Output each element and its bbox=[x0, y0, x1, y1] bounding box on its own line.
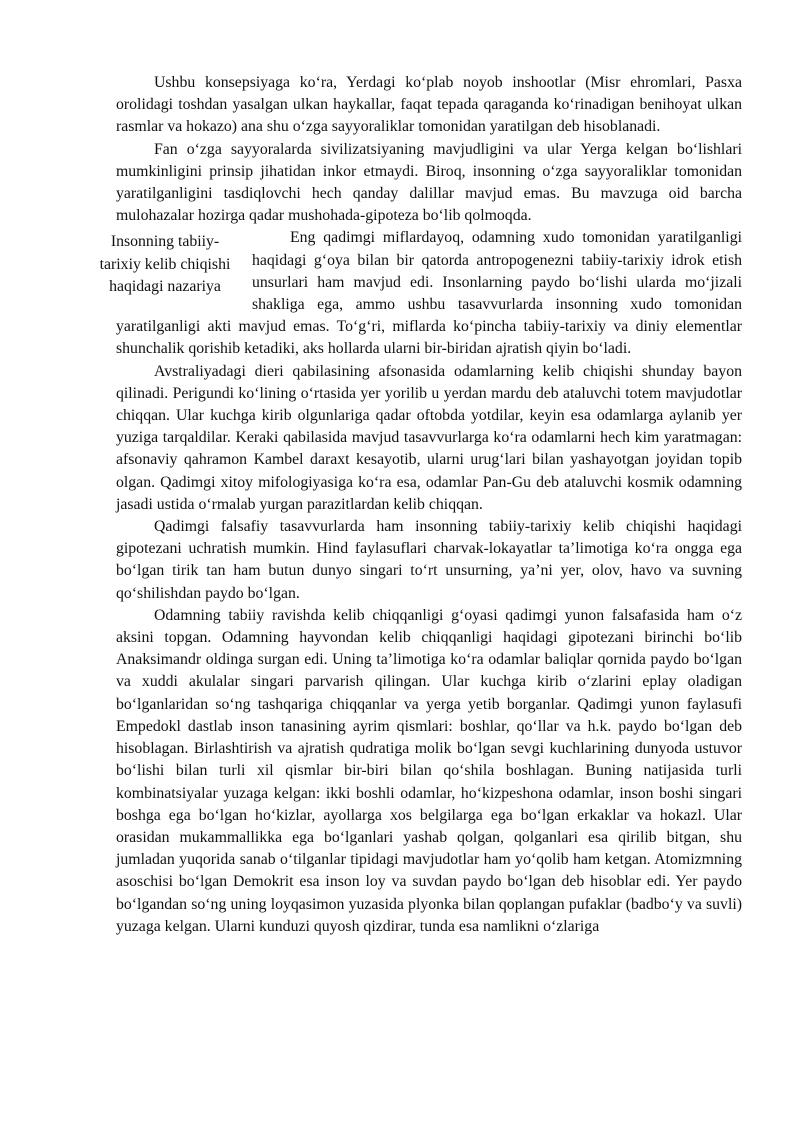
paragraph-5: Qadimgi falsafiy tasavvurlarda ham insonning tabiiy-tarixiy kelib chiqishi haqidagi gipotezani uchratish mumkin. Hind faylasuflari charvak-lokayatlar ta’limotiga ko‘ra ongga ega bo‘lgan tirik tan ham butun dunyo singari to‘rt unsurning, ya’ni yer, olov, havo va suvning qo‘shilishdan paydo bo‘lgan. bbox=[116, 518, 742, 602]
document-page bbox=[99, 72, 742, 938]
paragraph-1: Ushbu konsepsiyaga ko‘ra, Yerdagi ko‘plab noyob inshootlar (Misr ehromlari, Pasxa orolidagi toshdan yasalgan ulkan haykallar, faqat tepada qaraganda ko‘rinadigan benihoyat ulkan rasmlar va hokazo) ana shu o‘zga sayyoraliklar tomonidan yaratilgan deb hisoblanadi. bbox=[116, 74, 742, 136]
paragraph-3: Eng qadimgi miflardayoq, odamning xudo tomonidan yaratilganligi haqidagi g‘oya bilan bir qatorda antropogenezni tabiiy-tarixiy idrok etish unsurlari ham mavjud edi. Insonlarning paydo bo‘lishi ularda mo‘jizali shakliga ega, ammo ushbu tasavvurlarda insonning xudo tomonidan yaratilganligi akti mavjud emas. To‘g‘ri, miflarda ko‘pincha tabiiy-tarixiy va diniy elementlar shunchalik qorishib ketadiki, aks hollarda ularni bir-biridan ajratish qiyin bo‘ladi. bbox=[116, 229, 742, 358]
paragraph-6: Odamning tabiiy ravishda kelib chiqqanligi g‘oyasi qadimgi yunon falsafasida ham o‘z aksini topgan. Odamning hayvondan kelib chiqqanligi haqidagi gipotezani birinchi bo‘lib Anaksimandr oldinga surgan edi. Uning ta’limotiga ko‘ra odamlar baliqlar qornida paydo bo‘lgan va xuddi akulalar singari parvarish qilingan. Ular kuchga kirib o‘zlarini eplay oladigan bo‘lganlaridan so‘ng tashqariga chiqqanlar va yerga yetib borganlar. Qadimgi yunon faylasufi Empedokl dastlab inson tanasining ayrim qismlari: boshlar, qo‘llar va h.k. paydo bo‘lgan deb hisoblagan. Birlashtirish va ajratish qudratiga molik bo‘lgan sevgi kuchlarining dunyoda ustuvor bo‘lishi bilan turli xil qismlar bir-biri bilan qo‘shila boshlagan. Buning natijasida turli kombinatsiyalar yuzaga kelgan: ikki boshli odamlar, ho‘kizpeshona odamlar, inson boshi singari boshga ega bo‘lgan ho‘kizlar, ayollarga xos belgilarga ega bo‘lgan erkaklar va hokazl. Ular orasidan mukammallikka ega bo‘lganlari yashab qolgan, qolganlari esa qirilib bitgan, shu jumladan yuqorida sanab o‘tilganlar tipidagi mavjudotlar ham yo‘qolib ham ketgan. Atomizmning asoschisi bo‘lgan Demokrit esa inson loy va suvdan paydo bo‘lgan deb hisoblar edi. Yer paydo bo‘lgandan so‘ng uning loyqasimon yuzasida plyonka bilan qoplangan pufaklar (badbo‘y va suvli) yuzaga kelgan. Ularni kunduzi quyosh qizdirar, tunda esa namlikni o‘zlariga bbox=[116, 606, 742, 935]
margin-heading-line: Insonning tabiiy- bbox=[110, 233, 220, 251]
paragraph-2: Fan o‘zga sayyoralarda sivilizatsiyaning mavjudligini va ular Yerga kelgan bo‘lishlari mumkinligini prinsip jihatidan inkor etmaydi. Biroq, insonning o‘zga sayyoraliklar tomonidan yaratilganligini tasdiqlovchi hech qanday dalillar mavjud emas. Bu mavzuga oid barcha mulohazalar hozirga qadar mushohada-gipoteza bo‘lib qolmoqda. bbox=[116, 140, 742, 225]
margin-heading-line: tarixiy kelib chiqishi bbox=[99, 255, 231, 273]
paragraph-4: Avstraliyadagi dieri qabilasining afsonasida odamlarning kelib chiqishi shunday bayon qilinadi. Perigundi ko‘lining o‘rtasida yer yorilib u yerdan mardu deb ataluvchi totem mavjudotlar chiqqan. Ular kuchga kirib olgunlariga qadar oftobda yotdilar, keyin esa odamlarga aylanib yer yuziga tarqaldilar. Keraki qabilasida mavjud tasavvurlarga ko‘ra odamlarni hech kim yaratmagan: afsonaviy qahramon Kambel daraxt kesayotib, ularni urug‘lari bilan yashayotgan joyidan topib olgan. Qadimgi xitoy mifologiyasiga ko‘ra esa, odamlar Pan-Gu deb ataluvchi kosmik odamning jasadi ustida o‘rmalab yurgan parazitlardan kelib chiqqan. bbox=[116, 362, 742, 513]
paragraph-with-margin-heading bbox=[99, 227, 742, 360]
margin-heading bbox=[80, 231, 250, 298]
margin-heading-line: haqidagi nazariya bbox=[109, 277, 221, 295]
